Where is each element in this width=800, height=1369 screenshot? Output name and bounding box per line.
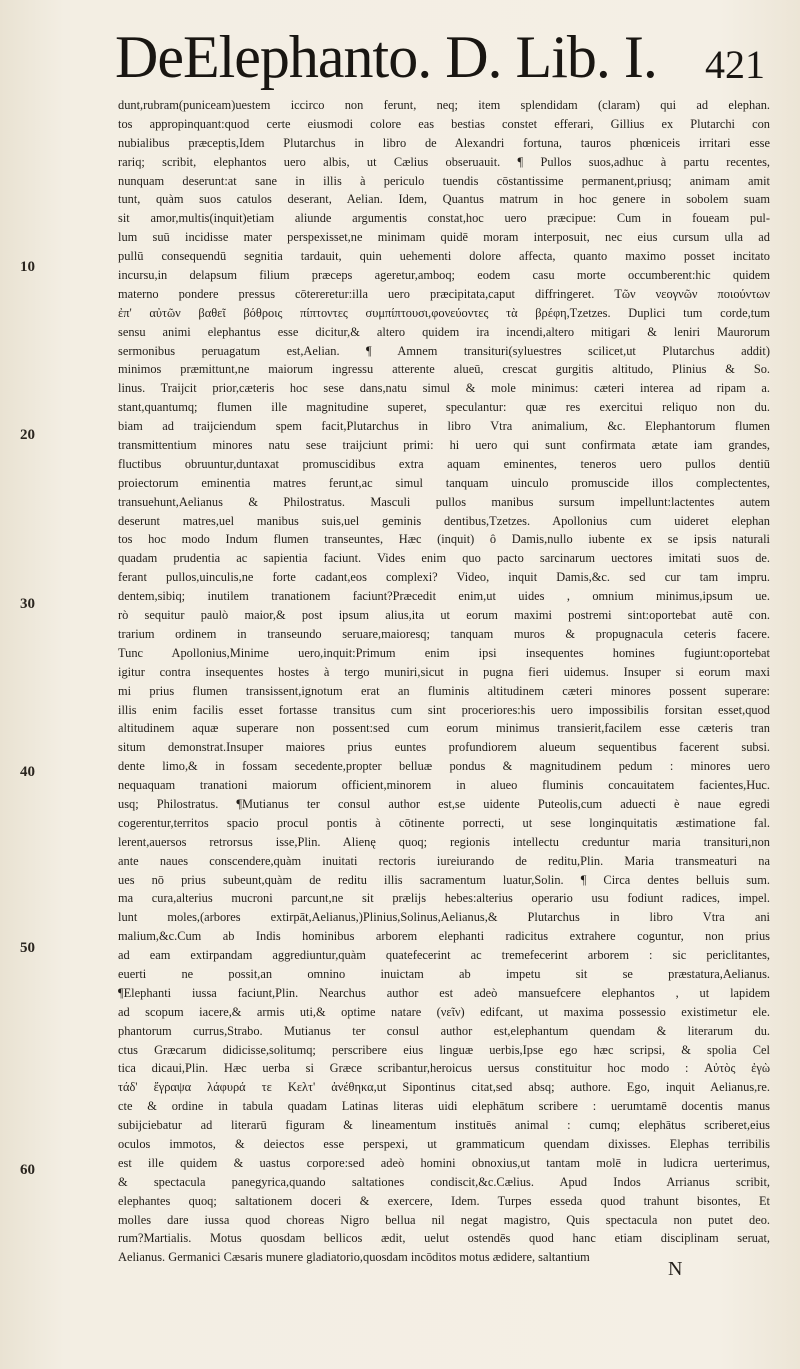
text-line: sermonibus peruagatum est,Aelian. ¶ Amnem transituri(syluestres scilicet,ut Plutarchus addit): [118, 343, 770, 358]
text-line: tica dicaui,Plin. Hæc uerba si Græce scribantur,heroicus uersus constituitur hoc modo : Αὐτὸς ἐγὼ: [118, 1061, 770, 1076]
text-line: ἐπ' αὐτῶν βαθεῖ βόθροις πίπτοντες συμπίπτουσι,φονεύοντες τὰ βρέφη,Tzetzes. Duplici tum corde,tum: [118, 305, 770, 320]
text-line: ¶Elephanti iussa faciunt,Plin. Nearchus author est adeò mansuefcere elephantos , ut lapidem: [118, 985, 770, 1000]
text-line: usq; Philostratus. ¶Mutianus ter consul author est,se uidente Puteolis,cum aduecti è naue egredi: [118, 796, 770, 811]
text-line: fluctibus obruuntur,duntaxat promuscidibus extra aquam eminentes, teneros uero pullos dentiū: [118, 456, 770, 471]
line-number: 50: [20, 940, 35, 956]
text-line: quadam prudentia ac sapientia faciunt. Vides enim quo pacto sarcinarum uectores imitati suos de.: [118, 551, 770, 566]
text-line: biam ad traijciendum spem facit,Plutarchus in libro Vtra animalium, &c. Elephantorum flumen: [118, 419, 770, 434]
text-line: nubialibus præceptis,Idem Plutarchus in libro de Alexandri fortuna, tauros phœniceis irritari esse: [118, 135, 770, 150]
page-number: 421: [705, 42, 765, 87]
text-line: τάδ' ἔγραψα λάφυρά τε Κελτ' ἀνέθηκα,ut Sipontinus citat,sed absq; authore. Ego, inquit Aelianus,re.: [118, 1080, 770, 1095]
text-line: subijciebatur ad literarū figuram & lineamentum instituēs animal : cumq; elephātus scriberet,eius: [118, 1118, 770, 1133]
text-line: incursu,in delapsum filium præceps ageretur,amboq; eodem casu morte occumberent:hic quidem: [118, 268, 770, 283]
text-line: igitur contra insequentes hostes à tergo muniri,sicut in pugna fieri uidemus. Insuper si eorum maxi: [118, 664, 770, 679]
text-line: minimos præmittunt,ne maiorum ingressu atterente alueū, crescat gurgitis altitudo, Plinius & So.: [118, 362, 770, 377]
text-line: rum?Martialis. Motus quosdam bellicos ædit, uelut ostendēs quod hanc etiam disciplinam seruat,: [118, 1231, 770, 1246]
text-line: ante naues conscendere,quàm inuitati rectoris iureiurando de reditu,Plin. Maria transmeaturi na: [118, 853, 770, 868]
text-line: altitudinem aquæ superare non possent:sed cum eorum minimus transierit,facilem esse cæteris tran: [118, 721, 770, 736]
line-number: 40: [20, 764, 35, 780]
text-line: cogerentur,territos spacio procul pontis à cōtinente porrecti, ut sese longinquitatis æstimatione fal.: [118, 815, 770, 830]
text-line: transuehunt,Aelianus & Philostratus. Masculi pullos manibus sursum impellunt:lactentes autem: [118, 494, 770, 509]
text-line: ad eam extirpandam aggrediuntur,quàm quatefecerint ac tremefecerint arborem : sic periclitantes,: [118, 948, 770, 963]
text-line: Tunc Apollonius,Minime uero,inquit:Primum enim ipsi insequentes homines fugiunt:oportebat: [118, 645, 770, 660]
text-line: euerti ne possit,an omnino inuictam ab impetu sit se præstatura,Aelianus.: [118, 966, 770, 981]
text-line: sit amor,multis(inquit)etiam aliunde argumentis constat,hoc uero præcipue: Cum in foueam pul-: [118, 211, 770, 226]
text-line: malium,&c.Cum ab Indis hominibus arborem elephanti radicitus extrahere coguntur, non prius: [118, 929, 770, 944]
text-line: Aelianus. Germanici Cæsaris munere gladiatorio,quosdam incōditos motus ædidere, saltantium: [118, 1250, 590, 1265]
text-line: elephantes quoq; saltationem doceri & exercere, Idem. Turpes esseda quod trahunt bisontes, Et: [118, 1193, 770, 1208]
line-number: 60: [20, 1162, 35, 1178]
signature-mark: N: [668, 1258, 683, 1280]
text-line: & spectacula panegyrica,quando saltationes condiscit,&c.Cælius. Apud Indos Arrianus scribit,: [118, 1174, 770, 1189]
line-number: 10: [20, 259, 35, 275]
text-line: linus. Traijcit prior,cæteris hoc sese dans,natu simul & mole minimus: cæteri interea ad ripam a.: [118, 381, 770, 396]
text-line: tos hoc modo Indum flumen transeuntes, Hæc (inquit) ô Damis,nullo iubente ex se ipsis naturali: [118, 532, 770, 547]
text-line: dente limo,& in fossam secedente,propter belluæ pondus & magnitudinem pedum : minores uero: [118, 759, 770, 774]
text-line: nequaquam tranationi maiorum officient,minorem in alueo fluminis concauitatem facientes,Huc.: [118, 778, 770, 793]
text-line: trarium ordinem in transeundo seruare,maioresq; tanquam muros & propugnacula ceteris facere.: [118, 626, 770, 641]
text-line: materno pondere pressus cōtereretur:illa uero præcipitata,caput diffringeret. Τῶν νεογνῶν ποιούντων: [118, 286, 770, 301]
text-line: dunt,rubram(puniceam)uestem iccirco non ferunt, neq; item splendidam (claram) qui ad elephan.: [118, 98, 770, 112]
text-line: lum suū incidisse mater perspexisset,ne minimam quidē moram interposuit, nec eius cursum ulla ad: [118, 230, 770, 245]
text-line: lerent,auersos retrorsus isse,Plin. Alienę quoq; regionis intellectu creduntur maria transituri,non: [118, 834, 770, 849]
page-header: [115, 22, 765, 92]
text-line: tos appropinquant:quod certe eiusmodi colore eas bestias constet efferari, Gillius ex Plutarchi con: [118, 116, 770, 131]
text-line: ad scopum iacere,& armis uti,& optime natare (νεῖν) edifcant, ut maxima possessio existimetur ele.: [118, 1004, 770, 1019]
text-line: phantorum currus,Strabo. Mutianus ter consul author est,elephantum quendam & literarum du.: [118, 1023, 770, 1038]
text-line: sensu animi elephantus esse dicitur,& altero quidem ira incendi,altero mitigari & leniri Maurorum: [118, 324, 770, 339]
text-line: deserunt matres,uel manibus suis,uel geminis dentibus,Tzetzes. Apollonius cum uideret elephan: [118, 513, 770, 528]
text-line: ma cura,alterius mucroni parcunt,ne sit prælijs hebes:alterius operario usu fodiunt radices, impel.: [118, 891, 770, 906]
text-line: ctus Græcarum didicisse,solitumq; perscribere eius linguæ uerbis,Ipse ego hæc scripsi, & spolia Cel: [118, 1042, 770, 1057]
body-text: [118, 96, 770, 1267]
text-line: transmittentium minores natu sese traijciunt primi: hi uero qui sunt confirmata ætate iam grandes,: [118, 438, 770, 453]
text-line: rò sequitur paulò maior,& post ipsum alius,ita ut eorum maximi postremi sint:oportebat autē con.: [118, 608, 770, 623]
line-number: 30: [20, 596, 35, 612]
text-line: dentem,sibiq; inutilem tranationem faciunt?Præcedit enim,ut uides , omnium minimus,ipsum ue.: [118, 589, 770, 604]
text-line: stant,quantumq; flumen ille magnitudine superet, speculantur: quæ res exercitui reliquo non du.: [118, 400, 770, 415]
text-line: ues nō prius subeunt,quàm de reditu illis sacramentum luatur,Solin. ¶ Circa dentes belluis sum.: [118, 872, 770, 887]
text-line: proiectorum eminentia matres ferunt,ac simul tanquam uinculo promuscide illos complectentes,: [118, 475, 770, 490]
text-line: ferant pullos,uinculis,ne forte cadant,eos complexi? Video, inquit Damis,&c. sed cur tam impru.: [118, 570, 770, 585]
text-line: lunt moles,(arbores extirpāt,Aelianus,)Plinius,Solinus,Aelianus,& Plutarchus in libro Vtra ani: [118, 910, 770, 925]
text-line: pullū consequendū segnitia tardauit, quin uehementi dolore affecta, quanto maximo posset incitato: [118, 249, 770, 264]
text-line: nunquam deserunt:at sane in illis à periculo tuendis cōstantissime permanent,priusq; animam amit: [118, 173, 770, 188]
text-line: tunt, quàm suos catulos deserant, Aelian. Idem, Quantus matrum in hoc genere in sobolem suam: [118, 192, 770, 207]
text-line: mi prius flumen transissent,ignotum erat an fluminis altitudinem cæteri minores possent superare:: [118, 683, 770, 698]
running-title: DeElephanto. D. Lib. I.: [115, 24, 657, 90]
text-line: est ille quidem & uastus corpore:sed adeò homini obnoxius,ut tantam molē in ludicra uerterimus,: [118, 1155, 770, 1170]
line-number: 20: [20, 427, 35, 443]
text-line: cte & ordine in tabula quadam Latinas literas uidi elephātum scribere : uerumtamē docentis manus: [118, 1099, 770, 1114]
text-line: situm demonstrat.Insuper maiores prius euntes profundiorem alueum sequentibus facerent subsi.: [118, 740, 770, 755]
text-line: molles dare iussa quod choreas Nigro bellua nil negat magistro, Quis spectacula non putet deo.: [118, 1212, 770, 1227]
text-line: illis enim facilis esset fortasse transitus cum sint proceriores:his uero impossibilis forsitan esset,quod: [118, 702, 770, 717]
text-line: oculos immotos, & deiectos esse perspexi, ut grammaticum quendam dixisses. Elephas terribilis: [118, 1136, 770, 1151]
text-line: rariq; scribit, elephantos uero albis, ut Cælius obseruauit. ¶ Pullos suos,adhuc à partu recentes,: [118, 154, 770, 169]
